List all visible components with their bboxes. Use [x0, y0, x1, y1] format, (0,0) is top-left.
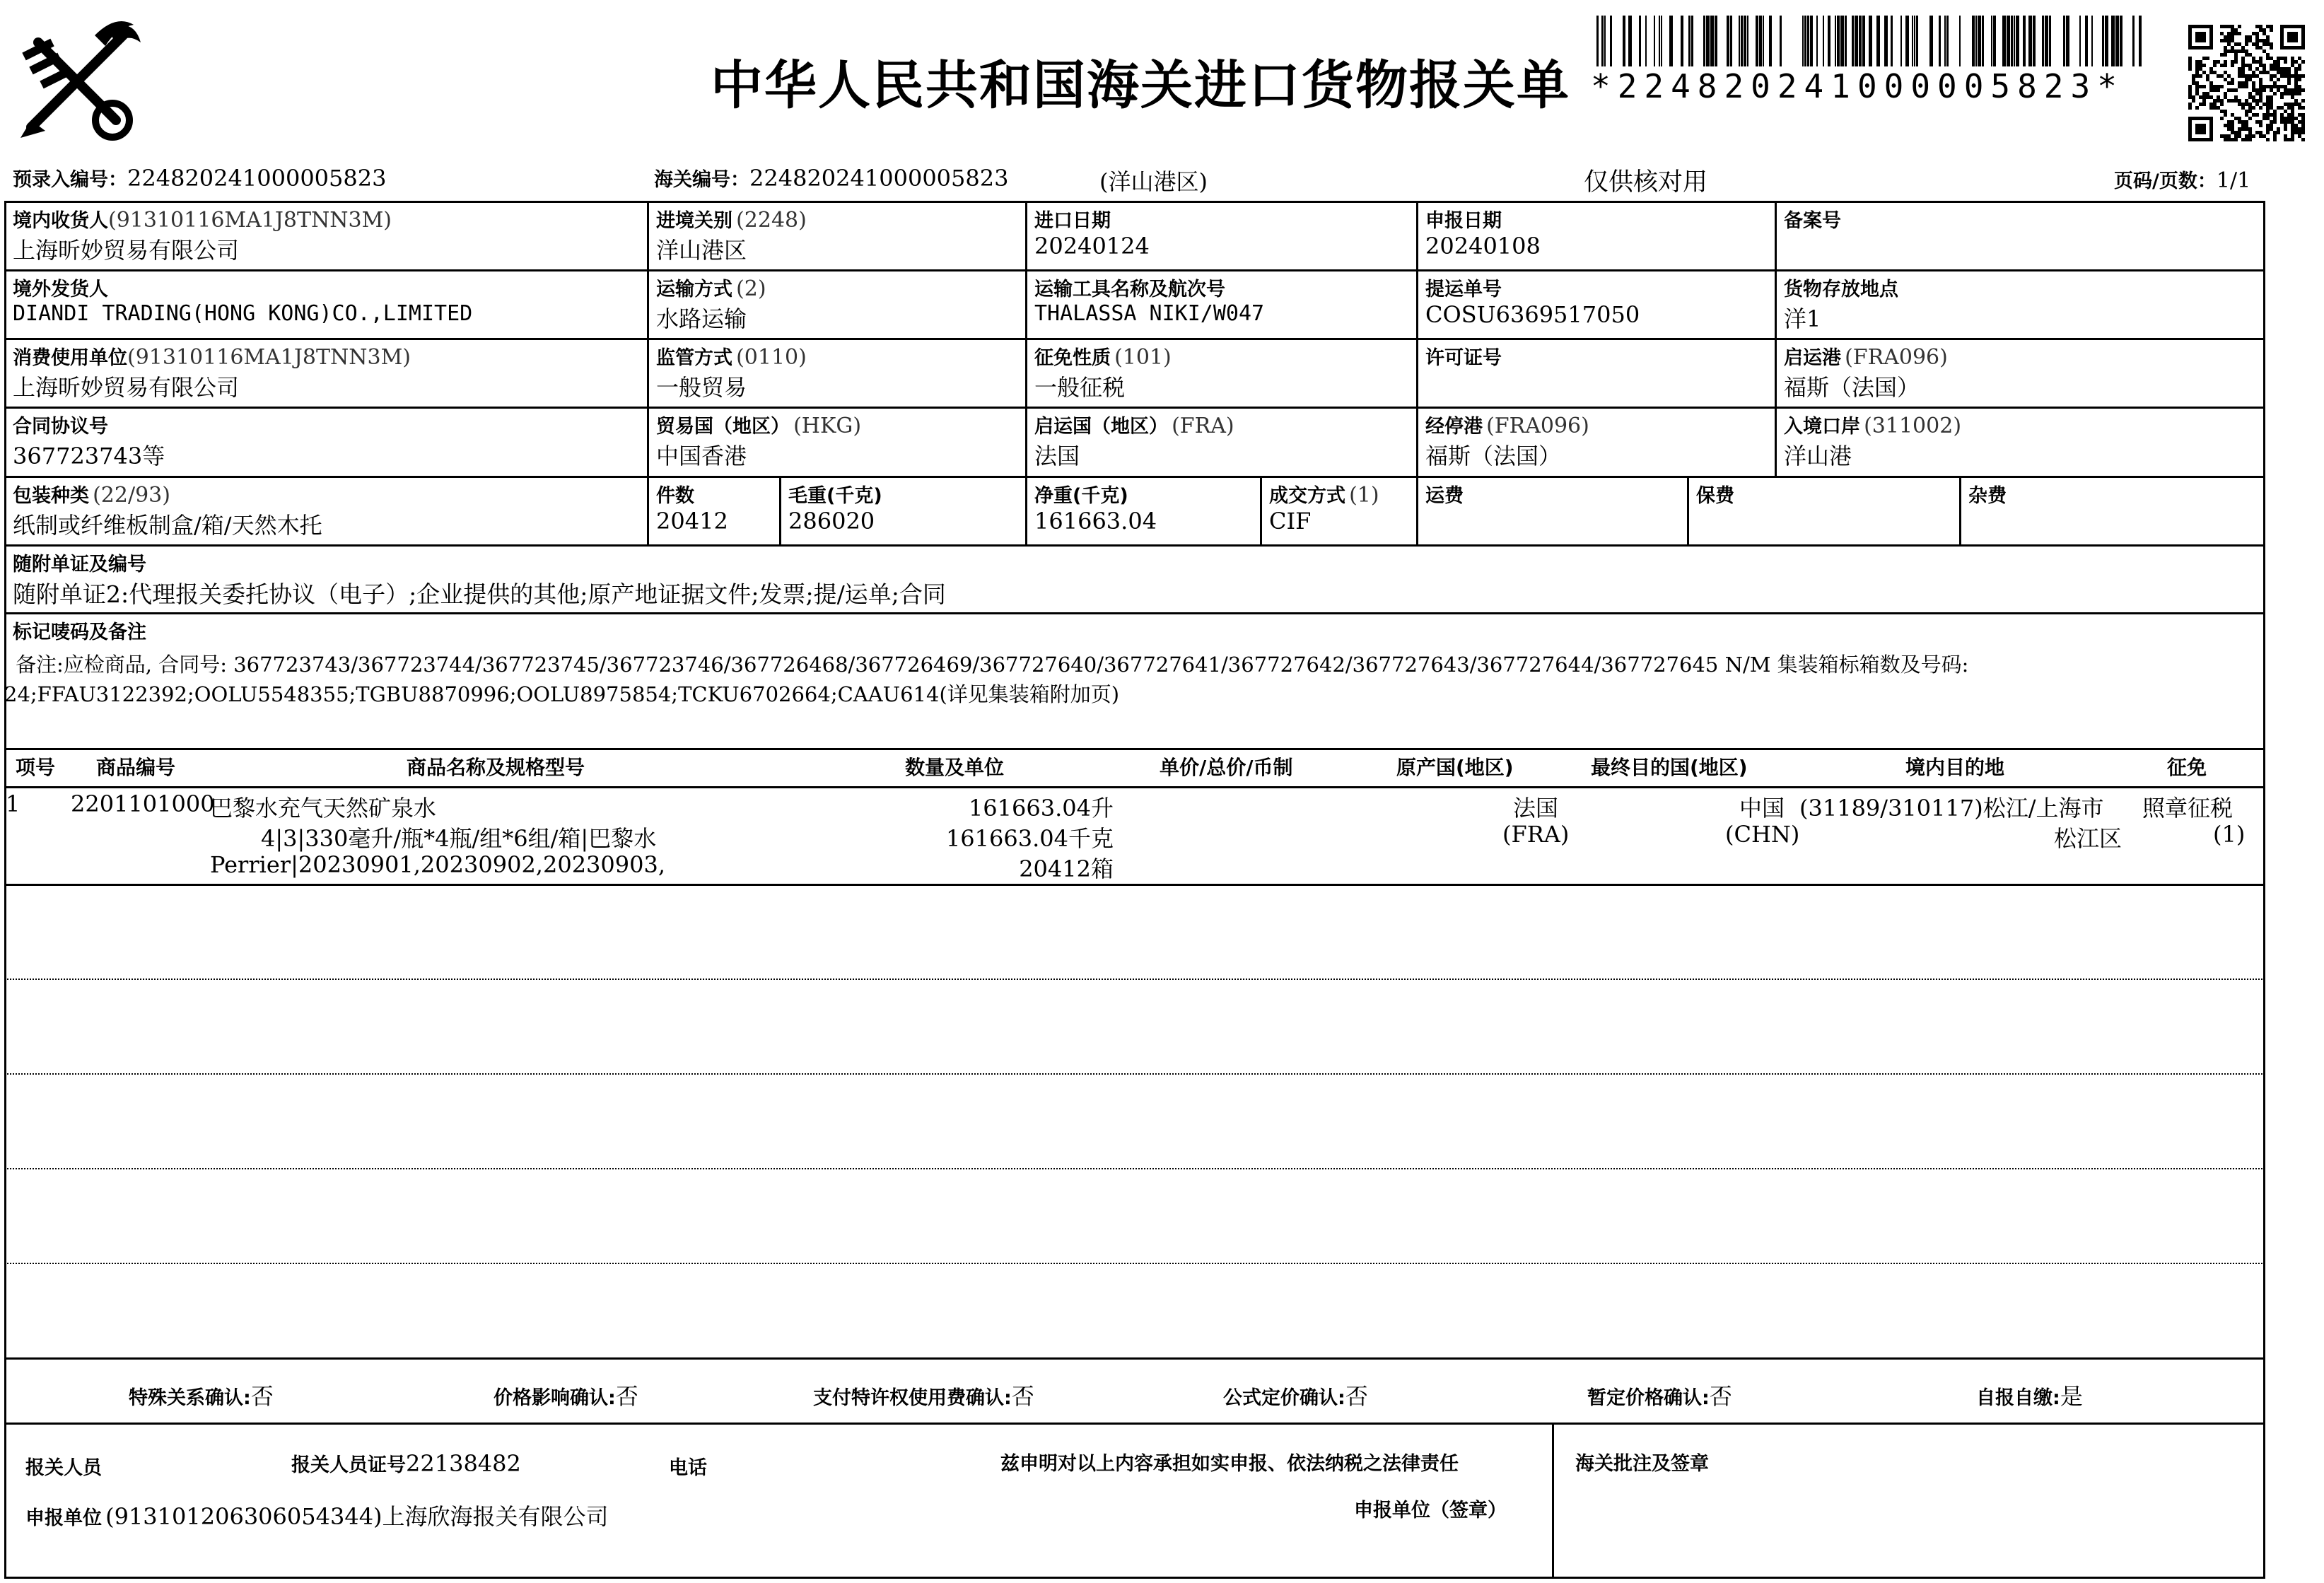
- origin-code: (FRA): [1502, 821, 1570, 848]
- barcode-icon: [1596, 16, 2148, 66]
- transport-mode-field: 运输方式 (2) 水路运输: [656, 276, 766, 332]
- entry-customs-field: 进境关别 (2248) 洋山港区: [656, 208, 807, 264]
- exemption-value: 照章征税: [2142, 795, 2234, 822]
- customs-number: 海关编号：224820241000005823: [654, 165, 1009, 192]
- price-impact-confirm: 价格影响确认:否: [494, 1383, 638, 1410]
- misc-charges-field: 杂费: [1968, 485, 2007, 507]
- col-domestic-dest: 境内目的地: [1905, 756, 2005, 779]
- package-type-field: 包装种类 (22/93) 纸制或纤维板制盒/箱/天然木托: [13, 483, 322, 539]
- qty-2: 161663.04千克: [945, 825, 1114, 852]
- package-count-field: 件数 20412: [656, 485, 728, 535]
- col-hs-code: 商品编号: [96, 756, 176, 779]
- port-area: (洋山港区): [1099, 168, 1208, 195]
- final-dest-country: 中国: [1739, 795, 1785, 822]
- gross-weight-field: 毛重(千克) 286020: [788, 485, 882, 535]
- col-name-spec: 商品名称及规格型号: [407, 756, 585, 779]
- vessel-voyage-field: 运输工具名称及航次号 THALASSA NIKI/W047: [1034, 279, 1265, 326]
- origin-country: 法国: [1513, 795, 1559, 822]
- transaction-mode-field: 成交方式 (1) CIF: [1269, 483, 1379, 535]
- declaring-unit: 申报单位 (913101206306054344)上海欣海报关有限公司: [25, 1503, 609, 1530]
- domestic-consignee-field: 境内收货人(91310116MA1J8TNN3M) 上海昕妙贸易有限公司: [13, 208, 392, 264]
- marks-remarks-field: 标记唛码及备注: [13, 621, 146, 643]
- form-title: 中华人民共和国海关进口货物报关单: [711, 55, 1570, 116]
- insurance-field: 保费: [1696, 485, 1734, 507]
- special-relationship-confirm: 特殊关系确认:否: [129, 1383, 274, 1410]
- attached-documents-field: 随附单证及编号 随附单证2:代理报关委托协议（电子）;企业提供的其他;原产地证据文件;发票;提/运单;合同: [13, 554, 946, 608]
- departure-port-field: 启运港 (FRA096) 福斯（法国）: [1784, 345, 1948, 401]
- exemption-code: (1): [2213, 821, 2246, 848]
- col-item-no: 项号: [16, 756, 56, 779]
- declarant-label: 报关人员: [25, 1457, 102, 1479]
- legal-statement: 兹申明对以上内容承担如实申报、依法纳税之法律责任: [1000, 1453, 1459, 1475]
- remarks-line-2: 24;FFAU3122392;OOLU5548355;TGBU8870996;OOLU8975854;TCKU6702664;CAAU614(详见集装箱附加页): [4, 682, 1120, 706]
- declaration-date-field: 申报日期 20240108: [1425, 210, 1541, 259]
- consumer-unit-field: 消费使用单位(91310116MA1J8TNN3M) 上海昕妙贸易有限公司: [13, 345, 411, 401]
- entry-port-field: 入境口岸 (311002) 洋山港: [1784, 414, 1962, 469]
- departure-country-field: 启运国（地区） (FRA) 法国: [1034, 414, 1234, 469]
- bill-of-lading-field: 提运单号 COSU6369517050: [1425, 279, 1640, 328]
- page-count: 页码/页数：1/1: [2114, 168, 2251, 193]
- overseas-shipper-field: 境外发货人 DIANDI TRADING(HONG KONG)CO.,LIMITED: [13, 279, 473, 326]
- product-spec-2: Perrier|20230901,20230902,20230903,: [210, 851, 666, 878]
- supervision-mode-field: 监管方式 (0110) 一般贸易: [656, 345, 807, 401]
- product-name: 巴黎水充气天然矿泉水: [210, 795, 437, 822]
- barcode-text: *224820241000005823*: [1591, 67, 2124, 105]
- levy-nature-field: 征免性质 (101) 一般征税: [1034, 345, 1172, 401]
- product-spec-1: 4|3|330毫升/瓶*4瓶/组*6组/箱|巴黎水: [261, 825, 657, 852]
- qty-1: 161663.04升: [968, 795, 1114, 822]
- col-origin: 原产国(地区): [1396, 756, 1514, 779]
- remarks-line-1: 备注:应检商品, 合同号: 367723743/367723744/367723745/367723746/367726468/367726469/367727640/367727641/367727642/367727643/367727644/367727645 N/M 集装箱标箱数及号码:: [16, 653, 1969, 677]
- domestic-dest: (31189/310117)松江/上海市: [1799, 795, 2104, 822]
- qr-code-icon: [2188, 25, 2305, 141]
- provisional-price-confirm: 暂定价格确认:否: [1587, 1383, 1732, 1410]
- item-no: 1: [6, 790, 21, 817]
- col-final-dest: 最终目的国(地区): [1591, 756, 1748, 779]
- license-number-field: 许可证号: [1425, 347, 1502, 369]
- storage-location-field: 货物存放地点 洋1: [1784, 279, 1898, 332]
- col-price: 单价/总价/币制: [1160, 756, 1293, 779]
- trading-country-field: 贸易国（地区） (HKG) 中国香港: [656, 414, 862, 469]
- seal-label: 申报单位（签章）: [1354, 1500, 1507, 1521]
- customs-sign-label: 海关批注及签章: [1575, 1453, 1709, 1475]
- domestic-dest-2: 松江区: [2054, 825, 2122, 852]
- final-dest-code: (CHN): [1725, 821, 1800, 848]
- record-number-field: 备案号: [1784, 210, 1841, 232]
- verification-note: 仅供核对用: [1584, 168, 1708, 197]
- declarant-id: 报关人员证号22138482: [291, 1450, 521, 1477]
- contract-number-field: 合同协议号 367723743等: [13, 416, 165, 469]
- freight-field: 运费: [1425, 485, 1464, 507]
- phone-label: 电话: [669, 1457, 707, 1479]
- preentry-number: 预录入编号：224820241000005823: [13, 165, 387, 192]
- self-declare-confirm: 自报自缴:是: [1976, 1383, 2083, 1410]
- royalty-confirm: 支付特许权使用费确认:否: [813, 1383, 1034, 1410]
- hs-code: 2201101000: [71, 790, 215, 817]
- col-qty-unit: 数量及单位: [905, 756, 1005, 779]
- col-exemption: 征免: [2167, 756, 2207, 779]
- import-date-field: 进口日期 20240124: [1034, 210, 1150, 259]
- qty-3: 20412箱: [1019, 855, 1114, 882]
- formula-pricing-confirm: 公式定价确认:否: [1223, 1383, 1368, 1410]
- customs-emblem-icon: [10, 14, 144, 148]
- transit-port-field: 经停港 (FRA096) 福斯（法国）: [1425, 414, 1589, 469]
- net-weight-field: 净重(千克) 161663.04: [1034, 485, 1157, 535]
